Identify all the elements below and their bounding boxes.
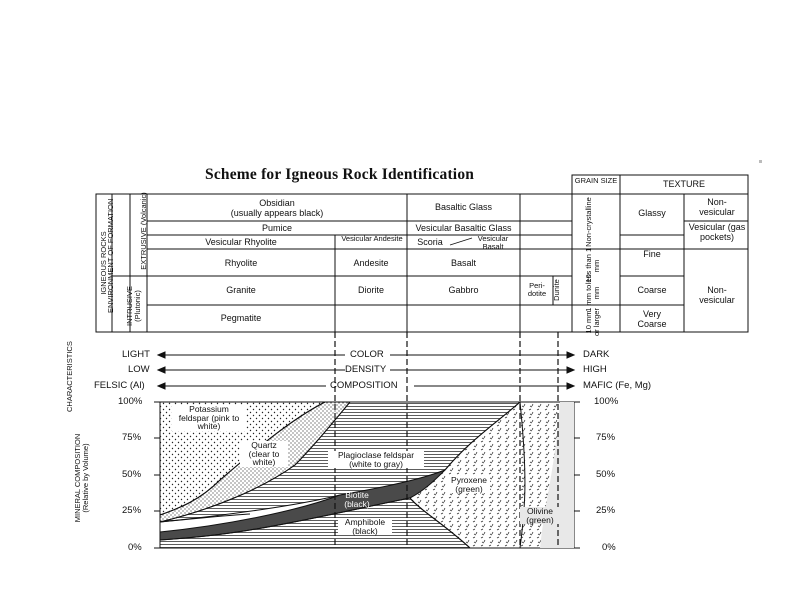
- vesicular-rhyolite-cell: Vesicular Rhyolite: [205, 237, 277, 247]
- color-label: COLOR: [350, 349, 384, 360]
- nonvesicular-bottom-cell: Non-vesicular: [699, 285, 735, 305]
- granite-cell: Granite: [226, 285, 256, 295]
- nonvesicular-top-cell: Non-vesicular: [699, 197, 735, 217]
- percent-right-50: 50%: [596, 469, 616, 480]
- scoria-cell: Scoria: [417, 237, 443, 247]
- texture-header: TEXTURE: [662, 179, 705, 189]
- mafic-label: MAFIC (Fe, Mg): [583, 380, 652, 391]
- very-coarse-cell: Very Coarse: [637, 309, 667, 329]
- light-label: LIGHT: [122, 349, 150, 360]
- percent-right-100: 100%: [594, 396, 619, 407]
- percent-right-0: 0%: [602, 542, 616, 553]
- basalt-cell: Basalt: [450, 258, 476, 268]
- peridotite-cell: Peri-dotite: [527, 281, 547, 298]
- extrusive-label: EXTRUSIVE (Volcanic): [139, 192, 148, 270]
- olivine-label: Olivine (green): [520, 507, 560, 524]
- potassium-feldspar-label: Potassium feldspar (pink to white): [172, 405, 246, 431]
- obsidian-cell: Obsidian (usually appears black): [230, 198, 324, 218]
- noncrystalline-label: Non-crystalline: [584, 197, 593, 247]
- pyroxene-label: Pyroxene (green): [448, 476, 490, 493]
- diorite-cell: Diorite: [357, 285, 384, 295]
- percent-left-75: 75%: [122, 432, 142, 443]
- gabbro-cell: Gabbro: [448, 285, 479, 295]
- composition-label: COMPOSITION: [330, 380, 398, 391]
- percent-right-25: 25%: [596, 505, 616, 516]
- intrusive-label: INTRUSIVE (Plutonic): [125, 286, 142, 327]
- andesite-cell: Andesite: [353, 258, 389, 268]
- characteristics-label: CHARACTERISTICS: [65, 341, 74, 412]
- igneous-rocks-label: IGNEOUS ROCKS: [99, 231, 108, 295]
- glassy-cell: Glassy: [638, 208, 666, 218]
- basaltic-glass-cell: Basaltic Glass: [434, 202, 493, 212]
- percent-left-100: 100%: [118, 396, 143, 407]
- environment-label: ENVIRONMENT OF FORMATION: [106, 198, 115, 313]
- vesicular-cell: Vesicular (gas pockets): [688, 222, 746, 242]
- diagram-title: Scheme for Igneous Rock Identification: [205, 166, 475, 183]
- high-label: HIGH: [583, 364, 607, 375]
- dunite-cell: Dunite: [552, 279, 561, 301]
- mineral-composition-label: MINERAL COMPOSITION (Relative by Volume): [73, 433, 90, 523]
- biotite-label: Biotite (black): [344, 490, 370, 509]
- rhyolite-cell: Rhyolite: [224, 258, 258, 268]
- pegmatite-cell: Pegmatite: [220, 313, 262, 323]
- percent-left-50: 50%: [122, 469, 142, 480]
- pumice-cell: Pumice: [261, 223, 292, 233]
- vesicular-andesite-cell: Vesicular Andesite: [341, 234, 403, 243]
- percent-right-75: 75%: [596, 432, 616, 443]
- felsic-label: FELSIC (Al): [94, 380, 145, 391]
- percent-left-0: 0%: [128, 542, 142, 553]
- plagioclase-label: Plagioclase feldspar (white to gray): [328, 451, 424, 468]
- quartz-label: Quartz (clear to white): [240, 441, 288, 467]
- fine-cell: Fine: [643, 249, 661, 259]
- dark-label: DARK: [583, 349, 610, 360]
- larger-label: 10 mm or larger: [584, 308, 601, 336]
- mm-range-label: 1 mm to 10 mm: [584, 274, 601, 312]
- percent-left-25: 25%: [122, 505, 142, 516]
- amphibole-label: Amphibole (black): [338, 518, 392, 535]
- less-than-1mm-label: less than 1 mm: [584, 247, 601, 285]
- vesicular-basaltic-glass-cell: Vesicular Basaltic Glass: [415, 223, 512, 233]
- grain-size-header: GRAIN SIZE: [574, 176, 618, 185]
- vesicular-basalt-cell: Vesicular Basalt: [477, 234, 509, 251]
- low-label: LOW: [128, 364, 150, 375]
- density-label: DENSITY: [345, 364, 387, 375]
- coarse-cell: Coarse: [637, 285, 667, 295]
